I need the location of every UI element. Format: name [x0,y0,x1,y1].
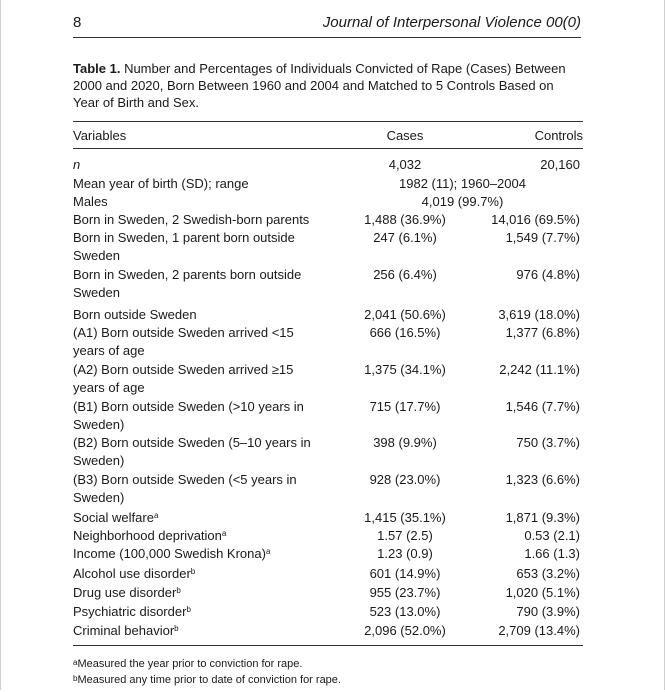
row-label [73,622,325,640]
row-label: (B2) Born outside Sweden (5–10 years in Sweden) [73,435,311,468]
cases-value: 256 (6.4%) [373,267,437,282]
table-header-rule [73,148,583,149]
footnote-mark: b [186,605,191,614]
journal-title: Journal of Interpersonal Violence 00(0) [322,14,581,31]
table-caption-text: Number and Percentages of Individuals Convicted of Rape (Cases) Between 2000 and 2020, Born Between 1960 and 2004 and Matched to 5 Controls Based on Year of Birth and Sex. [73,61,566,110]
controls-value: 20,160 [540,157,580,172]
controls-value: 1.66 (1.3) [524,546,580,561]
controls-value: 1,546 (7.7%) [505,399,580,414]
controls-value: 1,020 (5.1%) [505,585,580,600]
cases-value: 955 (23.7%) [369,585,441,600]
row-label [73,509,325,527]
row-label: Born outside Sweden [73,307,197,322]
cases-value: 4,032 [388,157,422,172]
row-label: Born in Sweden, 1 parent born outside Sweden [73,230,295,263]
footnote-mark: b [174,624,179,633]
cases-value: 523 (13.0%) [369,604,441,619]
controls-value: 1,323 (6.6%) [505,472,580,487]
footnote-mark: b [176,586,181,595]
cases-value: 398 (9.9%) [373,435,437,450]
row-label-text: Drug use disorder [73,585,177,600]
row-label: (B3) Born outside Sweden (<5 years in Sweden) [73,472,297,505]
controls-value: 14,016 (69.5%) [491,212,580,227]
footnote-mark: a [221,529,227,538]
controls-value: 750 (3.7%) [516,435,580,450]
table-label: Table 1. [73,61,121,76]
row-label [73,565,325,583]
row-label [73,603,325,621]
cases-value: 601 (14.9%) [369,566,441,581]
controls-value: 790 (3.9%) [516,604,580,619]
controls-value: 976 (4.8%) [516,267,580,282]
footnote-text: Measured any time prior to date of conviction for rape. [77,674,341,686]
row-label-text: Alcohol use disorder [73,566,191,581]
controls-value: 1,377 (6.8%) [505,325,580,340]
table-caption [73,60,583,111]
row-label: (A1) Born outside Sweden arrived <15 years of age [73,325,294,358]
controls-value: 653 (3.2%) [516,566,580,581]
cases-value: 1.23 (0.9) [377,546,433,561]
footnote [73,673,341,688]
table-top-rule [73,121,583,122]
cases-value: 247 (6.1%) [373,230,437,245]
row-label: Born in Sweden, 2 Swedish-born parents [73,212,310,227]
footnote-mark: a [153,511,159,520]
row-label: Mean year of birth (SD); range [73,176,249,191]
controls-value: 1,871 (9.3%) [505,510,580,525]
footnote-mark: b [73,674,78,683]
footnote-mark: b [190,567,196,576]
table-bottom-rule [73,645,583,646]
row-label [73,584,325,602]
cases-value: 1,415 (35.1%) [364,510,446,525]
controls-value: 0.53 (2.1) [524,528,580,543]
cases-value: 715 (17.7%) [369,399,441,414]
controls-value: 1,549 (7.7%) [505,230,580,245]
row-label [73,545,353,563]
page-number: 8 [73,14,82,31]
column-header-cases: Cases [386,128,424,143]
row-label-text: Social welfare [73,510,154,525]
row-label-text: Neighborhood deprivation [73,528,222,543]
row-label: Born in Sweden, 2 parents born outside Sweden [73,267,302,300]
header-rule [73,37,581,38]
cases-value: 1,375 (34.1%) [364,362,446,377]
footnote-mark: a [265,547,271,556]
cases-value: 1.57 (2.5) [377,528,433,543]
cases-value: 2,096 (52.0%) [364,623,446,638]
column-header-variables: Variables [73,128,127,143]
row-label: (A2) Born outside Sweden arrived ≥15 years of age [73,362,294,395]
row-label: Males [73,194,108,209]
footnote-mark: a [73,658,78,667]
cases-value: 1,488 (36.9%) [364,212,446,227]
controls-value: 3,619 (18.0%) [498,307,580,322]
cases-value: 666 (16.5%) [369,325,441,340]
row-label-text: Psychiatric disorder [73,604,187,619]
combined-value: 4,019 (99.7%) [421,194,504,209]
footnote-text: Measured the year prior to conviction for rape. [77,658,303,670]
row-label [73,527,325,545]
controls-value: 2,709 (13.4%) [498,623,580,638]
cases-value: 928 (23.0%) [369,472,441,487]
row-label: n [73,157,81,172]
combined-value: 1982 (11); 1960–2004 [399,176,526,191]
row-label: (B1) Born outside Sweden (>10 years in Sweden) [73,399,304,432]
column-header-controls: Controls [534,128,583,143]
row-label-text: Criminal behavior [73,623,175,638]
cases-value: 2,041 (50.6%) [364,307,446,322]
row-label-text: Income (100,000 Swedish Krona) [73,546,266,561]
footnote [73,657,302,672]
controls-value: 2,242 (11.1%) [499,362,580,377]
